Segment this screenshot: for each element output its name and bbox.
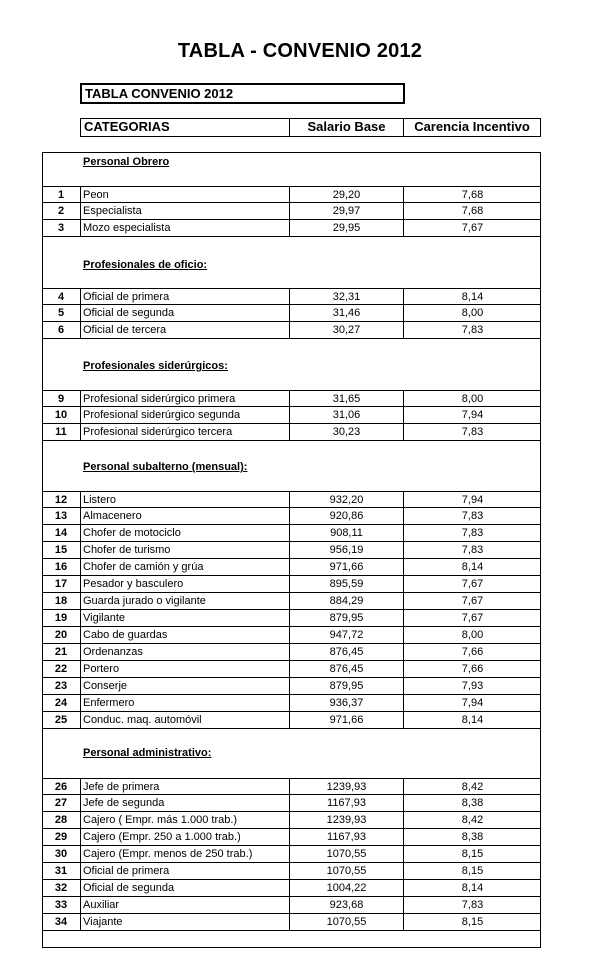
row-category: Chofer de camión y grúa bbox=[81, 559, 290, 575]
row-carencia-incentivo: 7,94 bbox=[461, 494, 484, 506]
table-row bbox=[42, 644, 541, 661]
row-number: 14 bbox=[42, 525, 81, 541]
header-categorias: CATEGORIAS bbox=[81, 119, 290, 136]
table-row bbox=[42, 424, 541, 441]
row-carencia-incentivo: 7,68 bbox=[461, 189, 484, 201]
row-salario-base: 879,95 bbox=[290, 678, 404, 694]
table-row bbox=[42, 407, 541, 424]
row-carencia-incentivo: 8,15 bbox=[461, 848, 484, 860]
row-category: Cajero ( Empr. más 1.000 trab.) bbox=[81, 812, 290, 828]
row-category: Profesional siderúrgico primera bbox=[81, 391, 290, 406]
table-row bbox=[42, 525, 541, 542]
table-row bbox=[42, 778, 541, 795]
row-number: 18 bbox=[42, 593, 81, 609]
table-row bbox=[42, 678, 541, 695]
row-salario-base: 29,97 bbox=[290, 203, 404, 219]
row-number: 22 bbox=[42, 661, 81, 677]
row-salario-base: 932,20 bbox=[290, 492, 404, 507]
row-salario-base: 30,23 bbox=[290, 424, 404, 440]
row-category: Oficial de primera bbox=[81, 289, 290, 304]
table-row bbox=[42, 593, 541, 610]
row-number: 2 bbox=[42, 203, 81, 219]
row-salario-base: 936,37 bbox=[290, 695, 404, 711]
row-category: Especialista bbox=[81, 203, 290, 219]
row-category: Listero bbox=[81, 492, 290, 507]
row-salario-base: 29,20 bbox=[290, 187, 404, 202]
row-carencia-incentivo: 8,42 bbox=[461, 814, 484, 826]
row-salario-base: 876,45 bbox=[290, 644, 404, 660]
row-number: 33 bbox=[42, 897, 81, 913]
row-salario-base: 1070,55 bbox=[290, 863, 404, 879]
row-salario-base: 1070,55 bbox=[290, 914, 404, 930]
row-number: 26 bbox=[42, 779, 81, 794]
table-row bbox=[42, 914, 541, 931]
row-carencia-incentivo: 7,67 bbox=[461, 222, 484, 234]
table-row bbox=[42, 897, 541, 914]
row-carencia-incentivo: 7,83 bbox=[461, 510, 484, 522]
table-subtitle: TABLA CONVENIO 2012 bbox=[80, 83, 405, 104]
row-carencia-incentivo: 7,94 bbox=[461, 409, 484, 421]
row-category: Mozo especialista bbox=[81, 220, 290, 236]
table-row bbox=[42, 661, 541, 678]
table-row bbox=[42, 863, 541, 880]
row-number: 5 bbox=[42, 305, 81, 321]
row-carencia-incentivo: 8,38 bbox=[461, 831, 484, 843]
row-salario-base: 956,19 bbox=[290, 542, 404, 558]
row-category: Jefe de segunda bbox=[81, 795, 290, 811]
row-carencia-incentivo: 8,15 bbox=[461, 865, 484, 877]
row-carencia-incentivo: 8,00 bbox=[461, 629, 484, 641]
row-number: 11 bbox=[42, 424, 81, 440]
section-title: Profesionales de oficio: bbox=[83, 259, 208, 271]
table-row bbox=[42, 812, 541, 829]
row-carencia-incentivo: 7,83 bbox=[461, 544, 484, 556]
row-carencia-incentivo: 8,42 bbox=[461, 781, 484, 793]
row-category: Ordenanzas bbox=[81, 644, 290, 660]
row-category: Guarda jurado o vigilante bbox=[81, 593, 290, 609]
row-number: 28 bbox=[42, 812, 81, 828]
row-carencia-incentivo: 8,38 bbox=[461, 797, 484, 809]
row-salario-base: 923,68 bbox=[290, 897, 404, 913]
row-number: 4 bbox=[42, 289, 81, 304]
row-category: Oficial de tercera bbox=[81, 322, 290, 338]
table-row bbox=[42, 508, 541, 525]
row-category: Portero bbox=[81, 661, 290, 677]
row-salario-base: 1070,55 bbox=[290, 846, 404, 862]
table-row bbox=[42, 695, 541, 712]
row-carencia-incentivo: 8,14 bbox=[461, 882, 484, 894]
page-title: TABLA - CONVENIO 2012 bbox=[177, 40, 423, 62]
row-number: 10 bbox=[42, 407, 81, 423]
row-salario-base: 971,66 bbox=[290, 712, 404, 728]
row-salario-base: 971,66 bbox=[290, 559, 404, 575]
row-category: Enfermero bbox=[81, 695, 290, 711]
section-title: Personal administrativo: bbox=[83, 747, 212, 759]
row-carencia-incentivo: 7,83 bbox=[461, 899, 484, 911]
row-number: 24 bbox=[42, 695, 81, 711]
row-category: Conduc. maq. automóvil bbox=[81, 712, 290, 728]
row-salario-base: 884,29 bbox=[290, 593, 404, 609]
row-carencia-incentivo: 7,83 bbox=[461, 527, 484, 539]
row-carencia-incentivo: 7,83 bbox=[461, 426, 484, 438]
row-category: Oficial de segunda bbox=[81, 880, 290, 896]
row-carencia-incentivo: 7,94 bbox=[461, 697, 484, 709]
table-row bbox=[42, 627, 541, 644]
row-carencia-incentivo: 7,93 bbox=[461, 680, 484, 692]
table-row bbox=[42, 712, 541, 729]
row-category: Almacenero bbox=[81, 508, 290, 524]
row-number: 21 bbox=[42, 644, 81, 660]
row-salario-base: 32,31 bbox=[290, 289, 404, 304]
row-carencia-incentivo: 7,83 bbox=[461, 324, 484, 336]
row-salario-base: 879,95 bbox=[290, 610, 404, 626]
row-carencia-incentivo: 7,66 bbox=[461, 663, 484, 675]
row-category: Peon bbox=[81, 187, 290, 202]
row-category: Conserje bbox=[81, 678, 290, 694]
row-number: 12 bbox=[42, 492, 81, 507]
row-salario-base: 1167,93 bbox=[290, 829, 404, 845]
row-salario-base: 1239,93 bbox=[290, 779, 404, 794]
row-category: Jefe de primera bbox=[81, 779, 290, 794]
row-category: Auxiliar bbox=[81, 897, 290, 913]
table-row bbox=[42, 610, 541, 627]
column-header-row bbox=[80, 118, 541, 137]
section-title: Personal subalterno (mensual): bbox=[83, 461, 248, 473]
row-carencia-incentivo: 8,00 bbox=[461, 393, 484, 405]
row-salario-base: 31,46 bbox=[290, 305, 404, 321]
row-number: 6 bbox=[42, 322, 81, 338]
table-row bbox=[42, 305, 541, 322]
table-row bbox=[42, 390, 541, 407]
row-carencia-incentivo: 7,67 bbox=[461, 595, 484, 607]
row-salario-base: 29,95 bbox=[290, 220, 404, 236]
table-row bbox=[42, 220, 541, 237]
row-number: 31 bbox=[42, 863, 81, 879]
row-category: Vigilante bbox=[81, 610, 290, 626]
row-salario-base: 30,27 bbox=[290, 322, 404, 338]
row-number: 9 bbox=[42, 391, 81, 406]
row-category: Chofer de motociclo bbox=[81, 525, 290, 541]
row-number: 17 bbox=[42, 576, 81, 592]
row-number: 34 bbox=[42, 914, 81, 930]
row-salario-base: 895,59 bbox=[290, 576, 404, 592]
table-row bbox=[42, 880, 541, 897]
row-carencia-incentivo: 8,00 bbox=[461, 307, 484, 319]
row-salario-base: 31,65 bbox=[290, 391, 404, 406]
row-category: Viajante bbox=[81, 914, 290, 930]
row-number: 29 bbox=[42, 829, 81, 845]
table-row bbox=[42, 576, 541, 593]
row-number: 16 bbox=[42, 559, 81, 575]
table-row bbox=[42, 322, 541, 339]
row-carencia-incentivo: 8,15 bbox=[461, 916, 484, 928]
row-carencia-incentivo: 7,67 bbox=[461, 612, 484, 624]
row-salario-base: 920,86 bbox=[290, 508, 404, 524]
row-carencia-incentivo: 8,14 bbox=[461, 561, 484, 573]
table-row bbox=[42, 186, 541, 203]
row-number: 15 bbox=[42, 542, 81, 558]
table-row bbox=[42, 829, 541, 846]
row-salario-base: 1004,22 bbox=[290, 880, 404, 896]
row-category: Cabo de guardas bbox=[81, 627, 290, 643]
row-number: 3 bbox=[42, 220, 81, 236]
table-row bbox=[42, 542, 541, 559]
table-row bbox=[42, 288, 541, 305]
row-carencia-incentivo: 7,68 bbox=[461, 205, 484, 217]
section-title: Profesionales siderúrgicos: bbox=[83, 360, 228, 372]
row-category: Profesional siderúrgico segunda bbox=[81, 407, 290, 423]
table-row bbox=[42, 795, 541, 812]
row-number: 32 bbox=[42, 880, 81, 896]
row-number: 23 bbox=[42, 678, 81, 694]
row-category: Chofer de turismo bbox=[81, 542, 290, 558]
row-number: 30 bbox=[42, 846, 81, 862]
row-number: 20 bbox=[42, 627, 81, 643]
row-carencia-incentivo: 7,67 bbox=[461, 578, 484, 590]
row-carencia-incentivo: 8,14 bbox=[461, 714, 484, 726]
row-category: Cajero (Empr. 250 a 1.000 trab.) bbox=[81, 829, 290, 845]
row-salario-base: 1239,93 bbox=[290, 812, 404, 828]
row-number: 19 bbox=[42, 610, 81, 626]
row-salario-base: 908,11 bbox=[290, 525, 404, 541]
row-category: Oficial de primera bbox=[81, 863, 290, 879]
row-category: Profesional siderúrgico tercera bbox=[81, 424, 290, 440]
header-salario-base: Salario Base bbox=[290, 119, 404, 136]
row-carencia-incentivo: 8,14 bbox=[461, 291, 484, 303]
row-salario-base: 947,72 bbox=[290, 627, 404, 643]
row-category: Cajero (Empr. menos de 250 trab.) bbox=[81, 846, 290, 862]
row-carencia-incentivo: 7,66 bbox=[461, 646, 484, 658]
table-row bbox=[42, 491, 541, 508]
row-salario-base: 31,06 bbox=[290, 407, 404, 423]
row-category: Pesador y basculero bbox=[81, 576, 290, 592]
row-number: 25 bbox=[42, 712, 81, 728]
row-category: Oficial de segunda bbox=[81, 305, 290, 321]
row-salario-base: 876,45 bbox=[290, 661, 404, 677]
table-row bbox=[42, 559, 541, 576]
table-row bbox=[42, 203, 541, 220]
row-number: 13 bbox=[42, 508, 81, 524]
header-carencia-incentivo: Carencia Incentivo bbox=[414, 119, 530, 134]
row-number: 27 bbox=[42, 795, 81, 811]
row-number: 1 bbox=[42, 187, 81, 202]
section-title: Personal Obrero bbox=[83, 156, 170, 168]
table-row bbox=[42, 846, 541, 863]
row-salario-base: 1167,93 bbox=[290, 795, 404, 811]
